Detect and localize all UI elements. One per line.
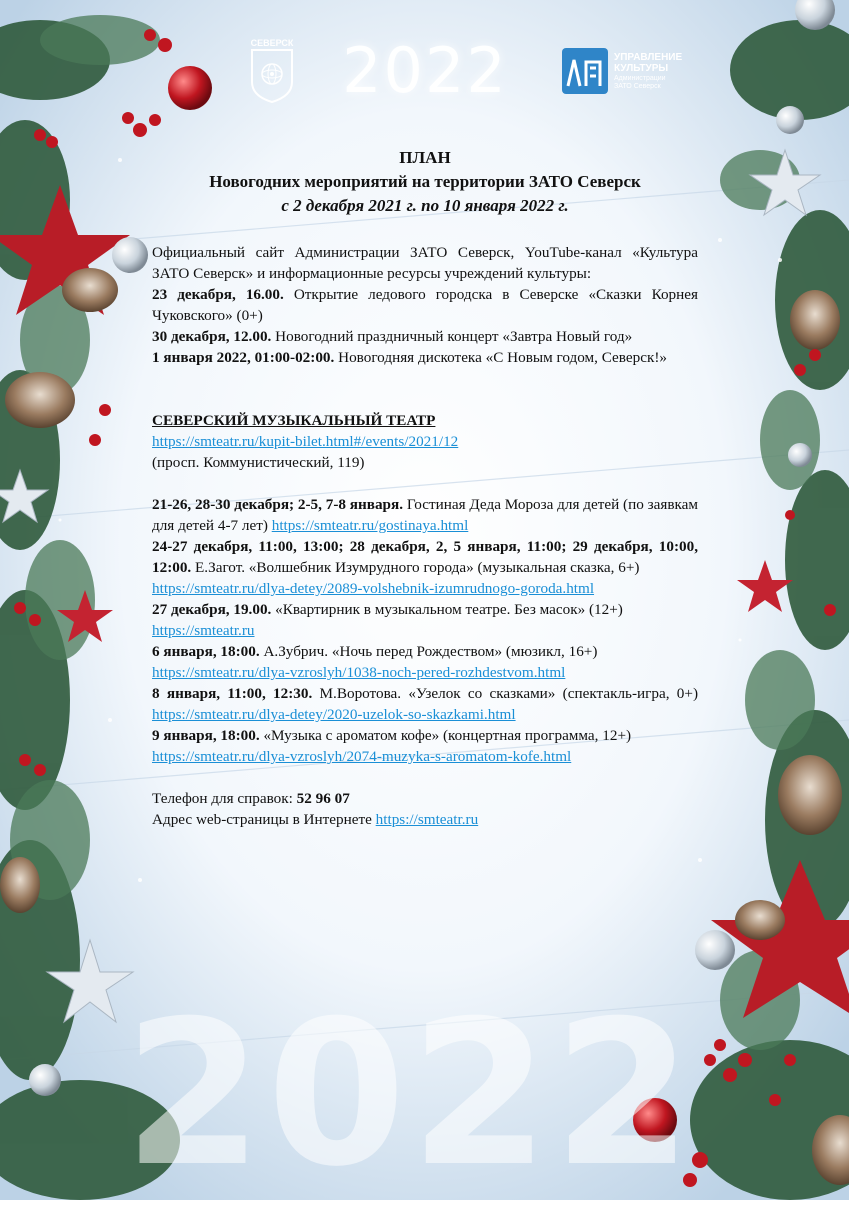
- theatre-address: (просп. Коммунистический, 119): [152, 454, 365, 471]
- event-text: «Музыка с ароматом кофе» (концертная программа, 12+): [259, 727, 632, 744]
- event-item: [152, 536, 698, 599]
- title-line-3: с 2 декабря 2021 г. по 10 января 2022 г.: [281, 196, 569, 215]
- phone-label: Телефон для справок:: [152, 790, 297, 807]
- event-link[interactable]: https://smteatr.ru: [152, 622, 255, 639]
- event-text: Новогодняя дискотека «С Новым годом, Северск!»: [334, 349, 667, 366]
- event-item: [152, 683, 698, 725]
- event-link[interactable]: https://smteatr.ru/dlya-vzroslyh/2074-muzyka-s-aromatom-kofe.html: [152, 748, 572, 765]
- event-date: 6 января, 18:00.: [152, 643, 260, 660]
- uk-logo-line3: Администрации: [614, 75, 666, 82]
- web-label: Адрес web-страницы в Интернете: [152, 811, 376, 828]
- event-date: 8 января, 11:00, 12:30.: [152, 685, 313, 702]
- event-text: Гостиная Деда Мороза для детей (по заявкам для детей 4-7 лет): [152, 496, 699, 534]
- event-item: [152, 641, 698, 683]
- theatre-section-title: СЕВЕРСКИЙ МУЗЫКАЛЬНЫЙ ТЕАТР: [152, 412, 436, 429]
- seversk-logo-label: СЕВЕРСК: [250, 38, 294, 48]
- seversk-coat-of-arms-logo: [248, 38, 296, 104]
- theatre-link-line: [152, 431, 698, 452]
- web-line: [152, 809, 698, 830]
- event-text: А.Зубрич. «Ночь перед Рождеством» (мюзикл, 16+): [259, 643, 598, 660]
- event-date: 27 декабря, 19.00.: [152, 601, 272, 618]
- phone-line: [152, 788, 698, 809]
- event-item: [152, 599, 698, 641]
- document-title: [152, 146, 698, 218]
- event-text: Е.Загот. «Волшебник Изумрудного города» (музыкальная сказка, 6+): [191, 559, 640, 576]
- uk-logo-line4: ЗАТО Северск: [614, 83, 661, 90]
- event-date: 23 декабря, 16.00.: [152, 286, 284, 303]
- uk-logo-line2: КУЛЬТУРЫ: [614, 63, 669, 74]
- event-date: 24-27 декабря, 11:00, 13:00; 28 декабря, 2, 5 января, 11:00; 29 декабря, 10:00, 12:00.: [152, 538, 698, 576]
- header-logos: [0, 36, 849, 116]
- event-item: [152, 725, 698, 767]
- theatre-tickets-link[interactable]: https://smteatr.ru/kupit-bilet.html#/events/2021/12: [152, 433, 459, 450]
- event-link[interactable]: https://smteatr.ru/dlya-detey/2089-volshebnik-izumrudnogo-goroda.html: [152, 580, 595, 597]
- header-year: 2022: [342, 34, 508, 107]
- web-link[interactable]: https://smteatr.ru: [375, 811, 479, 828]
- event-link[interactable]: https://smteatr.ru/dlya-vzroslyh/1038-noch-pered-rozhdestvom.html: [152, 664, 566, 681]
- event-date: 30 декабря, 12.00.: [152, 328, 272, 345]
- event-date: 21-26, 28-30 декабря; 2-5, 7-8 января.: [152, 496, 404, 513]
- event-item: [152, 494, 698, 536]
- event-link[interactable]: https://smteatr.ru/dlya-detey/2020-uzelok-so-skazkami.html: [152, 706, 516, 723]
- event-date: 1 января 2022, 01:00-02:00.: [152, 349, 335, 366]
- event-date: 9 января, 18:00.: [152, 727, 260, 744]
- title-line-1: ПЛАН: [399, 148, 451, 167]
- footer-year-watermark: 2022: [123, 978, 697, 1211]
- event-text: Открытие ледового городска в Северске «Сказки Корнея Чуковского» (0+): [152, 286, 698, 324]
- event-text: Новогодний праздничный концерт «Завтра Новый год»: [271, 328, 633, 345]
- uk-logo-line1: УПРАВЛЕНИЕ: [614, 52, 683, 63]
- culture-department-logo: [560, 46, 700, 102]
- document-body: [152, 146, 698, 830]
- event-text: «Квартирник в музыкальном театре. Без масок» (12+): [271, 601, 623, 618]
- phone-number: 52 96 07: [296, 790, 350, 807]
- intro-event: [152, 347, 698, 368]
- intro-paragraph: Официальный сайт Администрации ЗАТО Северск, YouTube-канал «Культура ЗАТО Северск» и информационные ресурсы учреждений культуры:: [152, 244, 698, 282]
- event-link[interactable]: https://smteatr.ru/gostinaya.html: [271, 517, 469, 534]
- intro-event: [152, 326, 698, 347]
- event-text: М.Воротова. «Узелок со сказками» (спектакль-игра, 0+): [312, 685, 698, 702]
- title-line-2: Новогодних мероприятий на территории ЗАТО Северск: [209, 172, 641, 191]
- intro-event: [152, 284, 698, 326]
